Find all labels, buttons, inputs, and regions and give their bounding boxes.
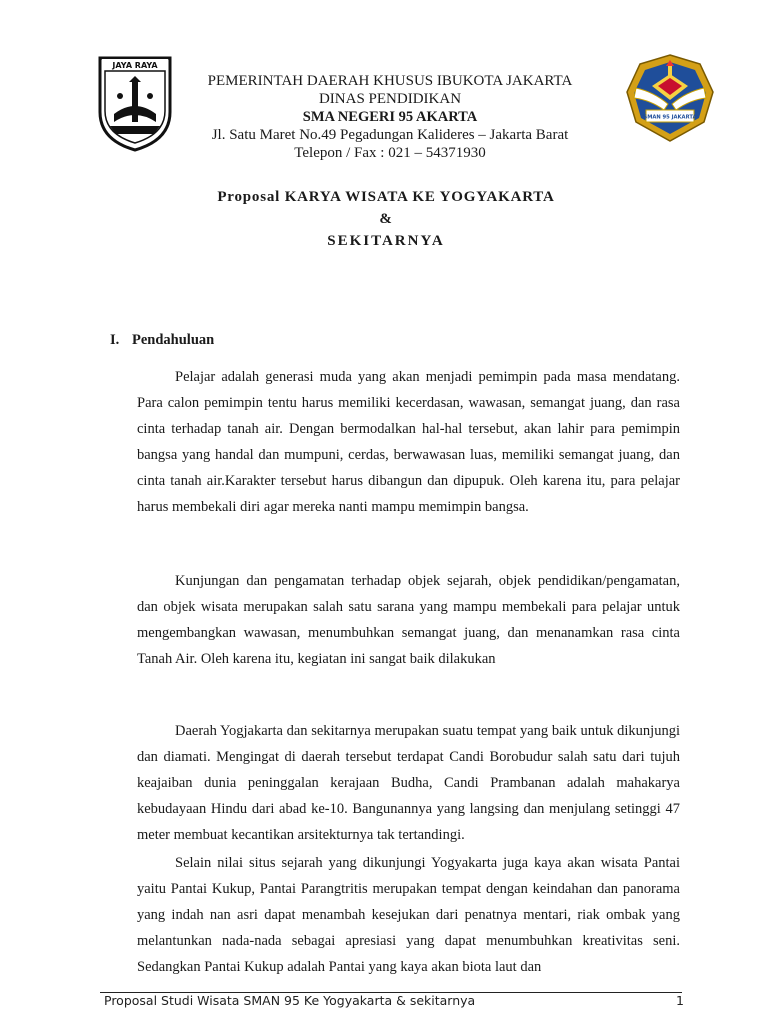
letterhead-phone: Telepon / Fax : 021 – 54371930	[294, 145, 486, 161]
proposal-title: Proposal KARYA WISATA KE YOGYAKARTA	[217, 189, 555, 205]
letterhead	[180, 72, 600, 162]
paragraph-3-text: Daerah Yogjakarta dan sekitarnya merupakan suatu tempat yang baik untuk dikunjungi dan diamati. Mengingat di daerah tersebut terdapat Candi Borobudur salah satu dari tujuh keajaiban dunia peninggalan kerajaan Budha, Candi Prambanan adalah mahakarya kebudayaan Hindu dari abad ke-10. Bangunannya yang langsing dan menjulang setinggi 47 meter membuat kecantikan arsitekturnya tak tertandingi.	[137, 723, 680, 843]
school-logo-text: SMAN 95 JAKARTA	[643, 114, 697, 121]
paragraph-1-text: Pelajar adalah generasi muda yang akan menjadi pemimpin pada masa mendatang. Para calon pemimpin tentu harus memiliki kecerdasan, wawasan, semangat juang, dan rasa cinta terhadap tanah air. Dengan bermodalkan hal-hal tersebut, akan lahir para pemimpin bangsa yang handal dan mumpuni, cerdas, berwawasan luas, memiliki semangat juang, dan cinta tanah air.Karakter tersebut harus dibangun dan dipupuk. Oleh karena itu, para pelajar harus membekali diri agar mereka nanti mampu memimpin bangsa.	[137, 369, 680, 515]
proposal-title-ampersand: &	[379, 211, 393, 227]
page-footer	[104, 993, 684, 1008]
paragraph-4	[137, 850, 680, 980]
section-heading	[110, 332, 214, 349]
jaya-raya-logo	[96, 52, 174, 152]
section-number: I.	[110, 332, 120, 348]
letterhead-government: PEMERINTAH DAERAH KHUSUS IBUKOTA JAKARTA	[207, 73, 573, 89]
letterhead-school: SMA NEGERI 95 AKARTA	[302, 109, 478, 125]
section-title: Pendahuluan	[132, 332, 215, 348]
paragraph-4-text: Selain nilai situs sejarah yang dikunjungi Yogyakarta juga kaya akan wisata Pantai yaitu Pantai Kukup, Pantai Parangtritis merupakan tempat dengan keindahan dan panorama yang indah nan asri dapat menambah kesejukan dari penatnya mentari, riak ombak yang melantunkan nada-nada sebagai apresiasi yang dapat menumbuhkan kreativitas seni. Sedangkan Pantai Kukup adalah Pantai yang kaya akan biota laut dan	[137, 855, 680, 975]
letterhead-department: DINAS PENDIDIKAN	[318, 91, 462, 107]
paragraph-2-text: Kunjungan dan pengamatan terhadap objek sejarah, objek pendidikan/pengamatan, dan objek wisata merupakan salah satu sarana yang mampu membekali para pelajar untuk mengembangkan wawasan, menumbuhkan semangat juang, dan menanamkan rasa cinta Tanah Air. Oleh karena itu, kegiatan ini sangat baik dilakukan	[137, 573, 680, 667]
paragraph-3	[137, 718, 680, 848]
school-logo	[624, 52, 716, 144]
page-number: 1	[676, 993, 684, 1008]
letterhead-address: Jl. Satu Maret No.49 Pegadungan Kalideres – Jakarta Barat	[211, 127, 569, 143]
paragraph-2	[137, 568, 680, 672]
footer-text: Proposal Studi Wisata SMAN 95 Ke Yogyakarta & sekitarnya	[104, 993, 476, 1008]
paragraph-1	[137, 364, 680, 520]
jaya-raya-logo-text: JAYA RAYA	[112, 61, 158, 70]
proposal-subtitle: SEKITARNYA	[327, 233, 445, 249]
